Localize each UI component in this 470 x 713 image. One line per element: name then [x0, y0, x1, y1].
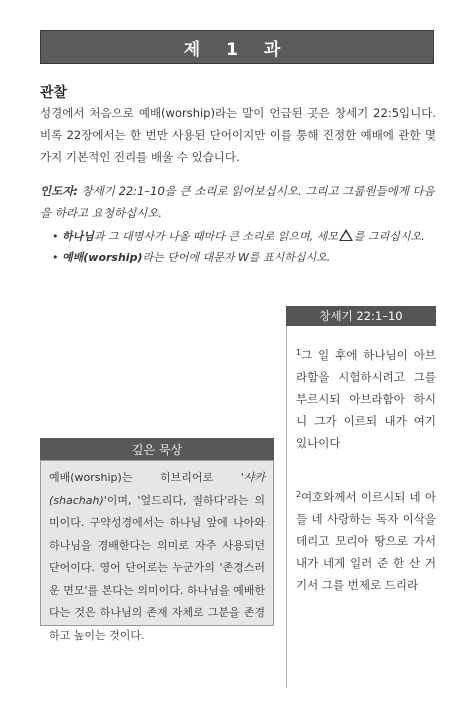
- leader-text: 창세기 22:1–10을 큰 소리로 읽어보십시오. 그리고 그룹원들에게 다음을 하라고 요청하십시오.: [40, 184, 435, 220]
- triangle-icon: [339, 229, 353, 241]
- meditation-box: 예배(worship)는 히브리어로 '샤카(shachah)'이며, '엎드리다, 절하다'라는 의미이다. 구약성경에서는 하나님 앞에 나아와 하나님을 경배한다는 의미로 자주 사용되던 단어이다. 영어 단어로는 누군가의 '존경스러운 면모'를 본다는 의미이다. 하나님을 예배한다는 것은 하나님의 존재 자체로 그분을 존경하고 높이는 것이다.: [40, 460, 274, 626]
- leader-label: 인도자:: [40, 184, 78, 198]
- bullet-bold-worship: 예배(worship): [62, 251, 143, 264]
- hebrew-term: 샤카(shachah): [49, 471, 265, 507]
- observation-heading: 관찰: [40, 85, 68, 101]
- lesson-title: 제 1 과: [183, 39, 291, 60]
- lesson-title-bar: [40, 30, 434, 64]
- leader-instructions: [40, 180, 436, 224]
- scripture-divider: [286, 326, 287, 688]
- list-item: • 하나님과 그 대명사가 나올 때마다 큰 소리로 읽으며, 세모 를 그리십시오.: [52, 226, 436, 247]
- instruction-list: [52, 226, 436, 268]
- verse-number: 2: [296, 490, 302, 499]
- scripture-header: 창세기 22:1–10: [286, 306, 436, 326]
- scripture-verse-2: $^2$여호와께서 이르시되 네 아들 네 사랑하는 독자 이삭을 데리고 모리아 땅으로 가서 내가 네게 일러 준 한 산 거기서 그를 번제로 드리라: [296, 490, 436, 592]
- scripture-verse-1: $^1$그 일 후에 하나님이 아브라함을 시험하시려고 그를 부르시되 아브라함아 하시니 그가 이르되 내가 여기 있나이다: [296, 348, 436, 450]
- bullet-bold-god: 하나님: [62, 230, 94, 243]
- observation-paragraph: 성경에서 처음으로 예배(worship)라는 말이 언급된 곳은 창세기 22:5입니다. 비록 22장에서는 한 번만 사용된 단어이지만 이를 통해 진정한 예배에 관한 몇 가지 기본적인 진리를 배울 수 있습니다.: [40, 106, 436, 164]
- meditation-header: 깊은 묵상: [40, 438, 274, 460]
- verse-number: 1: [296, 348, 302, 357]
- list-item: • 예배(worship)라는 단어에 대문자 W를 표시하십시오.: [52, 247, 436, 268]
